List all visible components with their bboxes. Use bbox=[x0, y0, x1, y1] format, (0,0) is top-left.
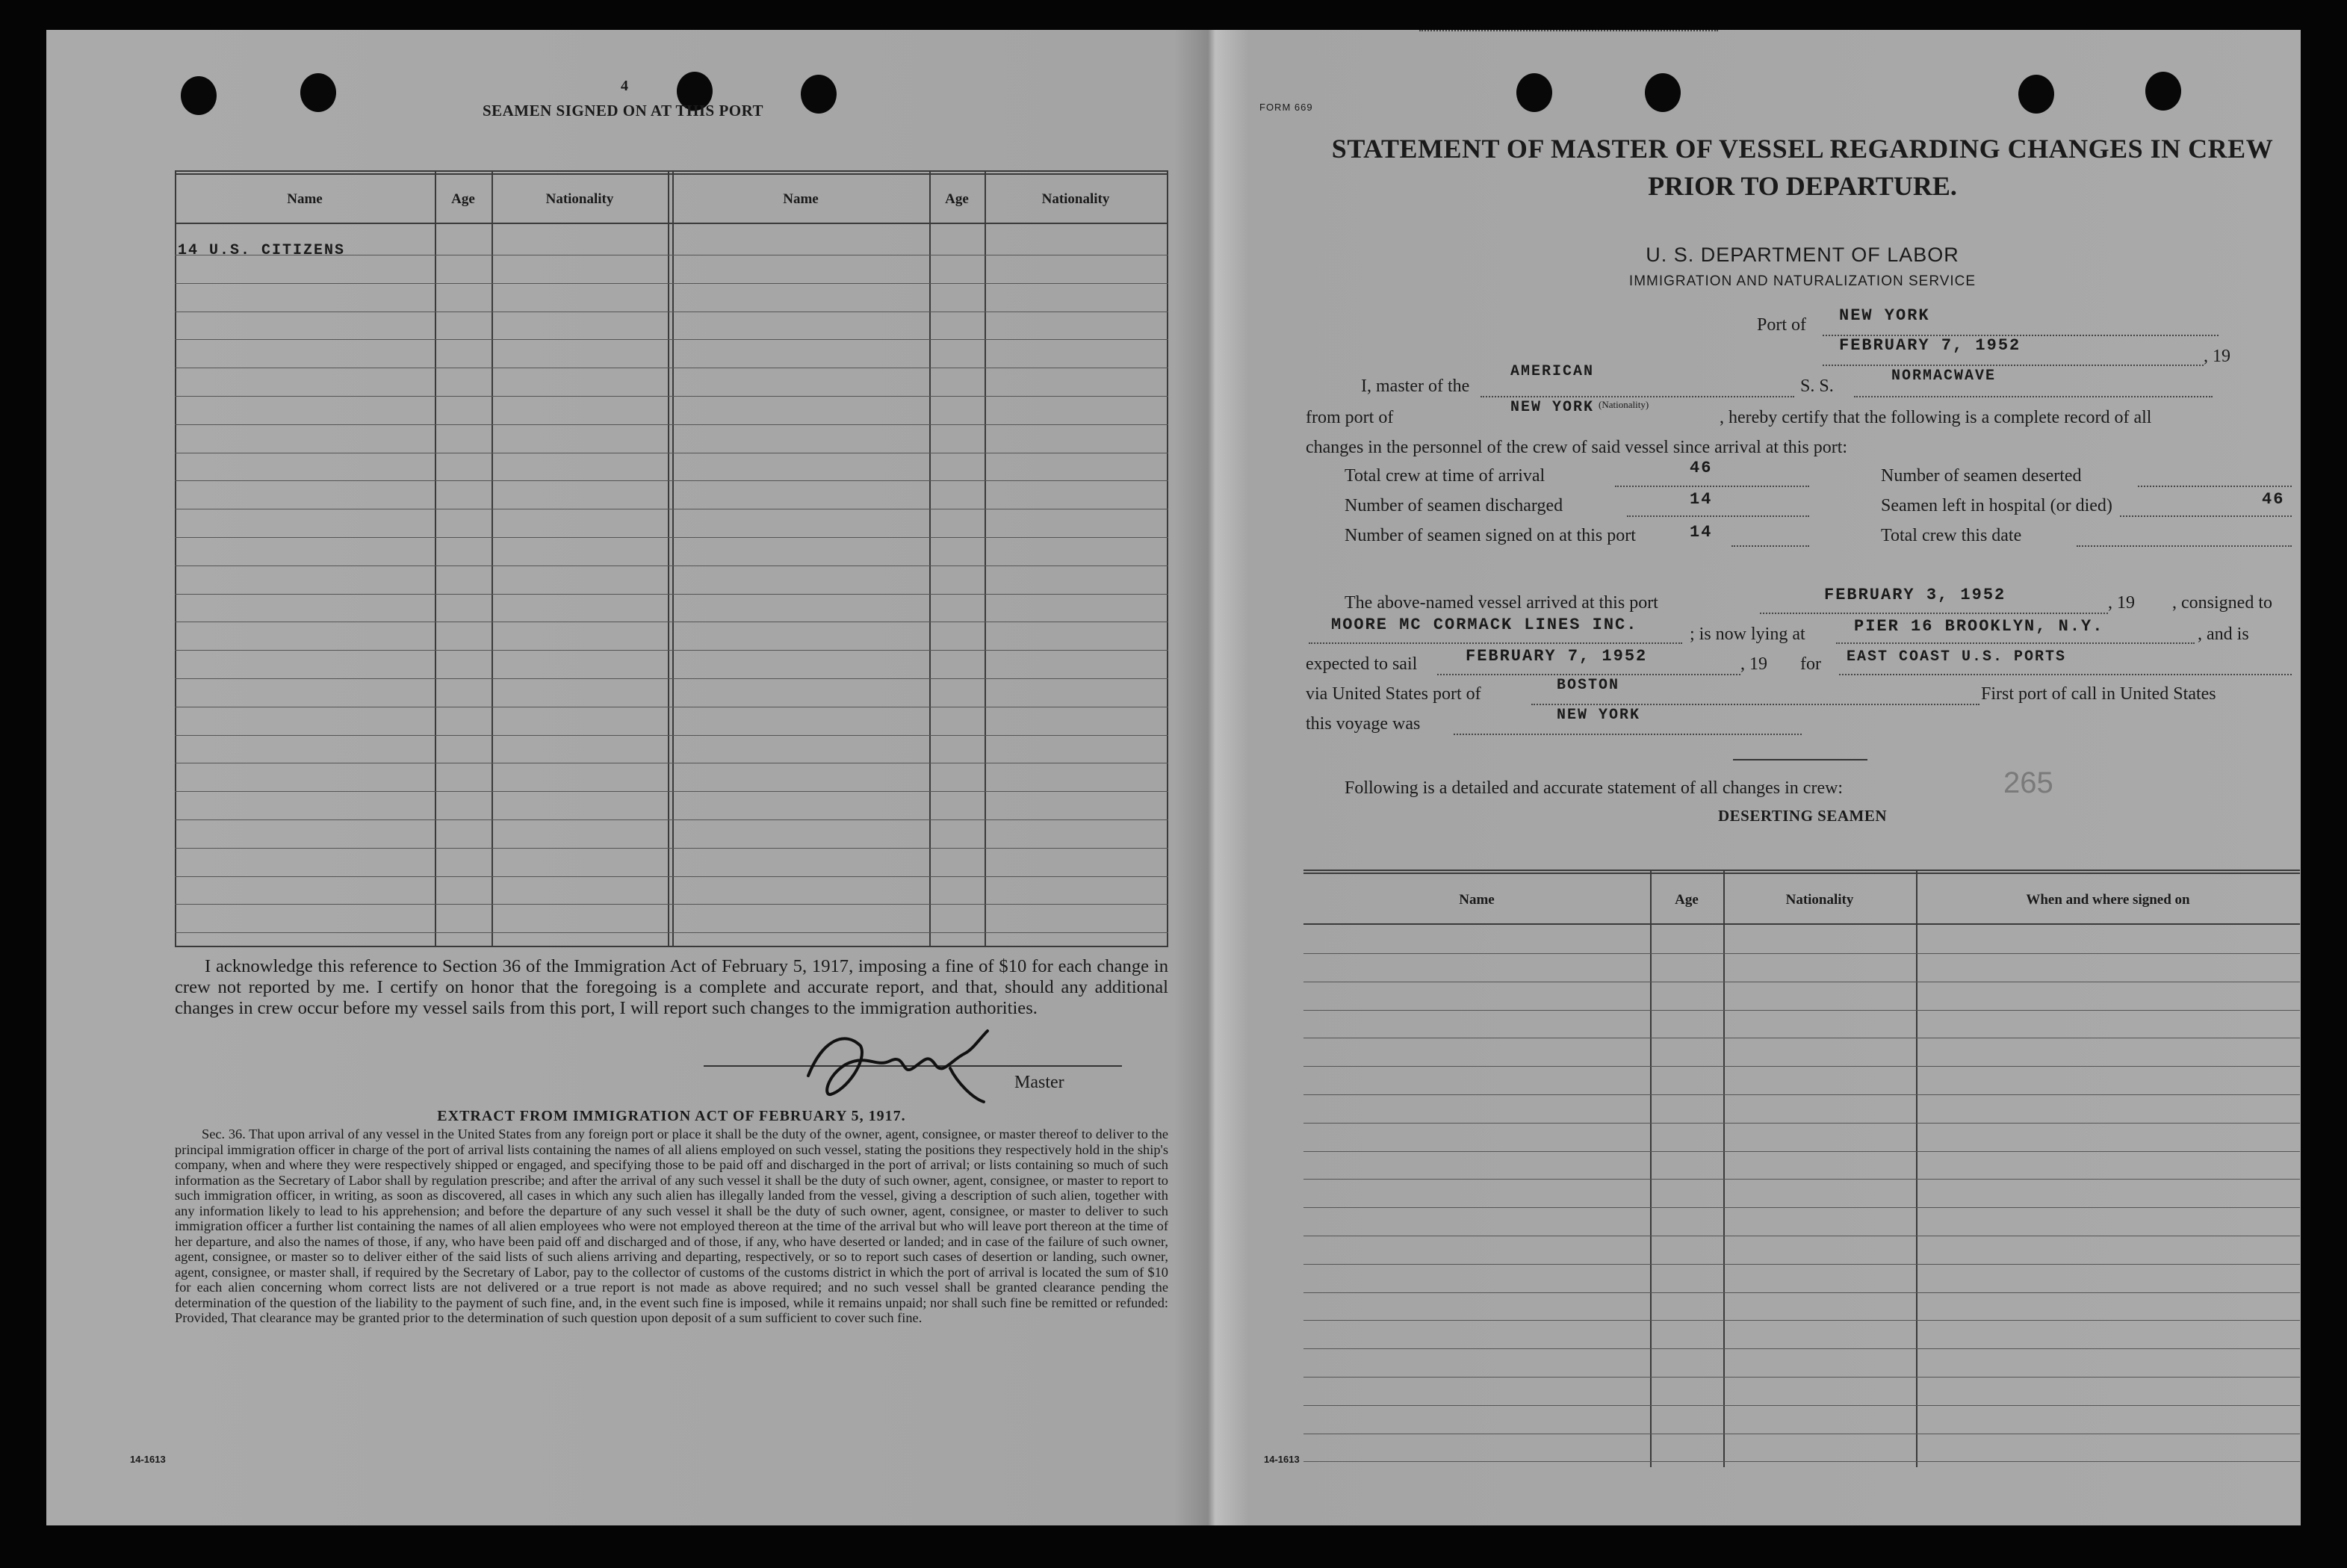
discharged-line bbox=[1627, 515, 1809, 517]
from-port-value: NEW YORK bbox=[1510, 399, 1595, 416]
punch-hole-icon bbox=[2018, 75, 2054, 114]
form-code-left: 14-1613 bbox=[130, 1454, 166, 1465]
discharged-value: 14 bbox=[1690, 490, 1713, 509]
arrived-text: The above-named vessel arrived at this port bbox=[1345, 593, 1658, 613]
table-rule-line bbox=[175, 537, 1168, 538]
port-of-value: NEW YORK bbox=[1839, 306, 1930, 325]
table-rule-line bbox=[1303, 1264, 2300, 1265]
ship-name: NORMACWAVE bbox=[1891, 368, 1997, 385]
for-label: for bbox=[1800, 654, 1821, 674]
document-sheet bbox=[46, 30, 2301, 1525]
table-rule-line bbox=[175, 480, 1168, 481]
table-rule-line bbox=[175, 735, 1168, 736]
punch-hole-icon bbox=[181, 76, 217, 115]
extract-title: EXTRACT FROM IMMIGRATION ACT OF FEBRUARY 5, 1917. bbox=[437, 1108, 906, 1124]
column-header-name-right: Name bbox=[1459, 892, 1495, 908]
master-label: Master bbox=[1014, 1073, 1064, 1092]
consigned-text: , consigned to bbox=[2172, 593, 2272, 613]
table-rule-line bbox=[175, 565, 1168, 566]
table-rule-line bbox=[1303, 1348, 2300, 1349]
table-rule-line bbox=[1303, 953, 2300, 954]
deserted-line bbox=[2138, 486, 2292, 487]
table-rule-line bbox=[175, 848, 1168, 849]
via-label: via United States port of bbox=[1306, 684, 1481, 704]
certify-text: , hereby certify that the following is a complete record of all bbox=[1720, 408, 2152, 427]
form-number: FORM 669 bbox=[1259, 102, 1313, 113]
lying-line bbox=[1836, 642, 2195, 644]
table-rule-line bbox=[1303, 1292, 2300, 1293]
nationality-caption: (Nationality) bbox=[1599, 399, 1649, 410]
expected-line bbox=[1437, 674, 1740, 675]
total-date-value: 46 bbox=[2262, 490, 2285, 509]
table-rule-line bbox=[175, 678, 1168, 679]
voyage-value: NEW YORK bbox=[1557, 707, 1641, 724]
total-arrival-line bbox=[1615, 486, 1809, 487]
table-rule-line bbox=[1303, 1010, 2300, 1011]
hospital-line bbox=[2120, 515, 2292, 517]
table-rule-line bbox=[175, 932, 1168, 933]
punch-hole-icon bbox=[1516, 73, 1552, 112]
from-port-label: from port of bbox=[1306, 408, 1394, 427]
expected-label: expected to sail bbox=[1306, 654, 1418, 674]
table-rule-line bbox=[1303, 1066, 2300, 1067]
for-line bbox=[1839, 674, 2292, 675]
punch-hole-icon bbox=[2145, 72, 2181, 111]
signed-on-value: 14 bbox=[1690, 523, 1713, 542]
punch-hole-icon bbox=[1645, 73, 1681, 112]
expected-value: FEBRUARY 7, 1952 bbox=[1466, 647, 1648, 666]
arrived-date: FEBRUARY 3, 1952 bbox=[1824, 586, 2006, 604]
table-rule-line bbox=[1303, 1377, 2300, 1378]
table-rule-line bbox=[1303, 1179, 2300, 1180]
table-rule-line bbox=[175, 876, 1168, 877]
consignee: MOORE MC CORMACK LINES INC. bbox=[1331, 616, 1638, 634]
page-number: 4 bbox=[621, 78, 628, 94]
lying-text: ; is now lying at bbox=[1690, 625, 1805, 644]
column-header-age-2: Age bbox=[945, 191, 969, 207]
table-rule-line bbox=[1303, 1207, 2300, 1208]
year-suffix-3: , 19 bbox=[1740, 654, 1767, 674]
date-value: FEBRUARY 7, 1952 bbox=[1839, 336, 2021, 355]
separator-line bbox=[1733, 759, 1867, 760]
deserting-seamen-table bbox=[1303, 870, 2300, 1467]
extract-text: Sec. 36. That upon arrival of any vessel in the United States from any foreign port or place it shall be the duty of the owner, agent, consignee, or master thereof to deliver to the principal immigration officer in charge of the port of arrival lists containing the names of all aliens employed on such vessel, stating the positions they respectively hold in the ship's company, when and where they were respectively shipped or engaged, and specifying those to be paid off and discharged in the port of arrival; or lists containing so much of such information as the Secretary of Labor shall by regulation prescribe; and after the arrival of any such vessel it shall be the duty of such owner, agent, consignee, or master to report to such immigration officer, in writing, as soon as discovered, all cases in which any such alien has illegally landed from the vessel, giving a description of such alien, together with any information likely to lead to his apprehension; and before the departure of any such vessel it shall be the duty of such owner, agent, consignee, or master to deliver to such immigration officer a further list containing the names of all alien employees who were not employed thereon at the time of the arrival but who will leave port thereon at the time of her departure, and also the names of those, if any, who have been paid off and discharged and of those, if any, who have deserted or landed; and in case of the failure of such owner, agent, consignee, or master so to deliver either of the said lists of such aliens arriving and departing, respectively, or so to report such cases of desertion or landing, such owner, agent, consignee, or master shall, if required by the Secretary of Labor, pay to the collector of customs of the customs district in which the port of arrival is located the sum of $10 for each alien concerning whom correct lists are not delivered or a true report is not made as above required; and no such vessel shall be granted clearance pending the determination of the question of the liability to the payment of such fine, and, in the event such fine is imposed, while it remains unpaid; nor shall such fine be remitted or refunded: Provided, That clearance may be granted prior to the determination of such question upon deposit of a sum sufficient to cover such fine. bbox=[175, 1127, 1168, 1325]
ship-name-line bbox=[1854, 396, 2213, 397]
table-rule-line bbox=[175, 650, 1168, 651]
and-is-text: , and is bbox=[2198, 625, 2249, 644]
table-rule-line bbox=[175, 791, 1168, 792]
changes-text: changes in the personnel of the crew of said vessel since arrival at this port: bbox=[1306, 438, 1848, 457]
following-text: Following is a detailed and accurate statement of all changes in crew: bbox=[1345, 778, 1844, 798]
ss-label: S. S. bbox=[1800, 376, 1834, 396]
table-rule-line bbox=[1303, 1094, 2300, 1095]
first-call-label: First port of call in United States bbox=[1981, 684, 2216, 704]
form-title-line-1: STATEMENT OF MASTER OF VESSEL REGARDING CHANGES IN CREW bbox=[1331, 134, 2274, 164]
date-line bbox=[1823, 365, 2204, 366]
column-header-nationality-2: Nationality bbox=[1041, 191, 1110, 207]
column-header-signed-on: When and where signed on bbox=[2026, 892, 2190, 908]
column-header-age: Age bbox=[451, 191, 475, 207]
table-rule-line bbox=[175, 339, 1168, 340]
year-suffix-2: , 19 bbox=[2108, 593, 2135, 613]
seamen-signed-on-table bbox=[175, 170, 1168, 947]
table-rule-line bbox=[1303, 1320, 2300, 1321]
deserting-title: DESERTING SEAMEN bbox=[1717, 807, 1888, 825]
form-title-line-2: PRIOR TO DEPARTURE. bbox=[1648, 171, 1957, 201]
punch-hole-icon bbox=[300, 73, 336, 112]
discharged-label: Number of seamen discharged bbox=[1345, 496, 1563, 515]
lying-value: PIER 16 BROOKLYN, N.Y. bbox=[1854, 617, 2104, 636]
port-of-label: Port of bbox=[1757, 315, 1806, 335]
first-entry: 14 U.S. CITIZENS bbox=[178, 242, 346, 259]
for-value: EAST COAST U.S. PORTS bbox=[1847, 648, 2067, 666]
total-date-line bbox=[2077, 545, 2292, 547]
master-signature-icon bbox=[793, 1023, 1017, 1106]
acknowledgement-text: I acknowledge this reference to Section 36 of the Immigration Act of February 5, 1917, imposing a fine of $10 for each change in crew not reported by me. I certify on honor that the foregoing is a complete and accurate report, and that, should any additional changes in crew occur before my vessel sails from this port, I will report such changes to the immigration authorities. bbox=[175, 956, 1168, 1018]
arrived-line bbox=[1760, 613, 2108, 614]
center-fold bbox=[1174, 30, 1249, 1525]
table-rule-line bbox=[175, 594, 1168, 595]
via-line bbox=[1531, 704, 1979, 705]
consignee-line bbox=[1309, 642, 1682, 644]
hospital-label: Seamen left in hospital (or died) bbox=[1881, 496, 2112, 515]
total-arrival-value: 46 bbox=[1690, 459, 1713, 477]
table-rule-line bbox=[1303, 1151, 2300, 1152]
table-rule-line bbox=[175, 396, 1168, 397]
deserted-label: Number of seamen deserted bbox=[1881, 466, 2082, 486]
voyage-line bbox=[1454, 734, 1802, 735]
table-rule-line bbox=[175, 904, 1168, 905]
master-of-label: I, master of the bbox=[1361, 376, 1470, 396]
column-header-nationality-right: Nationality bbox=[1785, 892, 1854, 908]
department-name: U. S. DEPARTMENT OF LABOR bbox=[1646, 244, 1959, 266]
signed-on-line bbox=[1731, 545, 1809, 547]
table-rule-line bbox=[1303, 1461, 2300, 1462]
form-code-right: 14-1613 bbox=[1264, 1454, 1300, 1465]
voyage-label: this voyage was bbox=[1306, 714, 1421, 734]
column-header-name-2: Name bbox=[783, 191, 819, 207]
table-rule-line bbox=[175, 283, 1168, 284]
year-suffix: , 19 bbox=[2204, 347, 2230, 366]
via-value: BOSTON bbox=[1557, 677, 1620, 694]
table-rule-line bbox=[175, 819, 1168, 820]
from-port-line bbox=[1419, 30, 1718, 31]
column-header-age-right: Age bbox=[1675, 892, 1699, 908]
column-header-nationality: Nationality bbox=[545, 191, 614, 207]
total-date-label: Total crew this date bbox=[1881, 526, 2022, 545]
signed-on-label: Number of seamen signed on at this port bbox=[1345, 526, 1636, 545]
table-rule-line bbox=[1303, 1123, 2300, 1124]
stamp-number: 265 bbox=[2003, 766, 2053, 799]
table-rule-line bbox=[1303, 1405, 2300, 1406]
nationality-value: AMERICAN bbox=[1510, 363, 1595, 380]
table-rule-line bbox=[175, 424, 1168, 425]
total-arrival-label: Total crew at time of arrival bbox=[1345, 466, 1545, 486]
nationality-line bbox=[1481, 396, 1794, 397]
column-header-name: Name bbox=[287, 191, 323, 207]
section-title: SEAMEN SIGNED ON AT THIS PORT bbox=[482, 102, 764, 120]
service-name: IMMIGRATION AND NATURALIZATION SERVICE bbox=[1628, 273, 1976, 289]
